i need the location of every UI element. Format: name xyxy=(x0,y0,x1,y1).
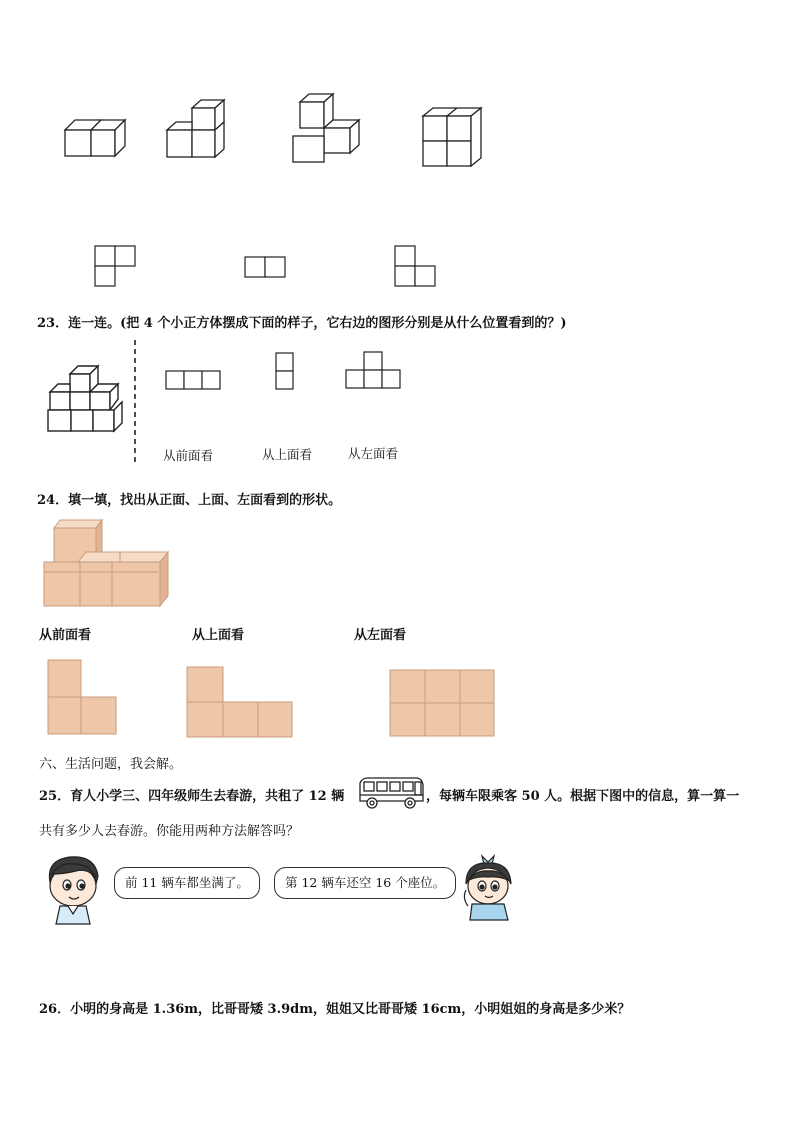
speech-bubble-right: 第 12 辆车还空 16 个座位。 xyxy=(274,867,456,899)
q24-caption-front: 从前面看 xyxy=(39,628,92,643)
q23-caption-front: 从前面看 xyxy=(163,448,214,463)
cube-figure-4 xyxy=(420,104,490,174)
q24-view-front xyxy=(46,658,121,738)
q23-text: 23．连一连。(把 4 个小正方体摆成下面的样子，它右边的图形分别是从什么位置看到的？) xyxy=(37,316,567,331)
view-shape-c xyxy=(393,244,438,289)
section-6-heading: 六、生活问题，我会解。 xyxy=(39,757,183,772)
q23-caption-top: 从上面看 xyxy=(262,447,313,462)
q24-view-left xyxy=(388,668,498,740)
girl-illustration xyxy=(458,850,520,922)
view-shape-a xyxy=(93,244,138,289)
q24-view-top xyxy=(185,665,295,740)
cube-figure-2 xyxy=(164,98,234,168)
q24-caption-left: 从左面看 xyxy=(354,628,407,643)
q24-text: 24．填一填，找出从正面、上面、左面看到的形状。 xyxy=(37,493,342,508)
cube-figure-1 xyxy=(62,110,132,170)
dashed-divider xyxy=(133,340,137,465)
q23-cube-stack xyxy=(44,346,129,451)
bus-icon xyxy=(356,775,426,811)
q25-text-before-bus: 25．育人小学三、四年级师生去春游，共租了 12 辆 xyxy=(39,789,345,804)
cube-figure-3 xyxy=(290,92,365,167)
q26-text: 26．小明的身高是 1.36m，比哥哥矮 3.9dm，姐姐又比哥哥矮 16cm，小明姐姐的身高是多少米？ xyxy=(39,1002,631,1017)
view-shape-b xyxy=(243,255,288,280)
q25-text-after-bus: ，每辆车限乘客 50 人。根据下图中的信息，算一算一 xyxy=(426,789,740,804)
q23-view-t-shape xyxy=(344,350,404,392)
q24-caption-top: 从上面看 xyxy=(192,628,245,643)
q23-view-two-column xyxy=(274,351,296,391)
boy-illustration xyxy=(40,852,110,924)
q23-view-three-row xyxy=(164,369,224,391)
speech-bubble-left: 前 11 辆车都坐满了。 xyxy=(114,867,260,899)
q25-text-line2: 共有多少人去春游。你能用两种方法解答吗？ xyxy=(39,824,300,839)
q24-cube-stack xyxy=(42,516,177,611)
q23-caption-left: 从左面看 xyxy=(348,446,399,461)
